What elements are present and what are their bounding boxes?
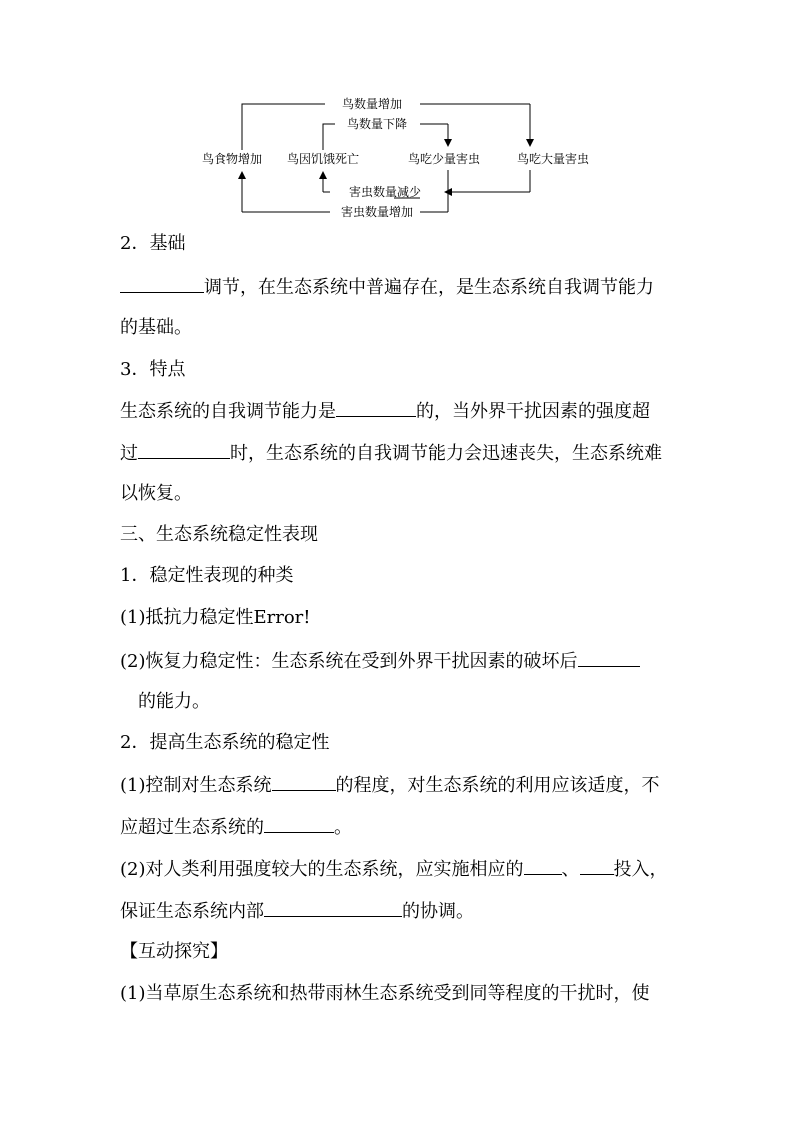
node-bird-eat-few: 鸟吃少量害虫	[407, 152, 481, 166]
top-label: 鸟数量增加	[341, 97, 403, 111]
fill-blank[interactable]	[264, 898, 402, 917]
node-bird-food-increase: 鸟食物增加	[201, 152, 263, 166]
node-bird-eat-many: 鸟吃大量害虫	[516, 152, 590, 166]
part-3-2-heading: 2．提高生态系统的稳定性	[120, 732, 330, 753]
part-3-2-item1: (1)控制对生态系统 的程度，对生态系统的利用应该适度，不	[120, 772, 660, 798]
explore-item1: (1)当草原生态系统和热带雨林生态系统受到同等程度的干扰时，使	[120, 983, 650, 1004]
lower-label: 害虫数量减少	[348, 185, 422, 199]
fill-blank[interactable]	[336, 398, 416, 417]
bottom-label: 害虫数量增加	[340, 205, 414, 219]
section-2-line2: 的基础。	[120, 317, 192, 338]
section-2-line1: 调节，在生态系统中普遍存在，是生态系统自我调节能力	[120, 274, 654, 300]
part-3-2-item2: (2)对人类利用强度较大的生态系统，应实施相应的 、 投入，	[120, 856, 668, 882]
fill-blank[interactable]	[264, 814, 334, 833]
part-3-1-item2-cont: 的能力。	[138, 691, 210, 712]
section-3-heading: 3．特点	[120, 359, 186, 380]
section-2-heading: 2．基础	[120, 233, 186, 254]
upper-label: 鸟数量下降	[346, 117, 408, 131]
part-3-2-item1-cont: 应超过生态系统的 。	[120, 814, 352, 840]
part-3-1-heading: 1．稳定性表现的种类	[120, 565, 294, 586]
part-3-1-item1: (1)抵抗力稳定性Error!	[120, 607, 311, 628]
fill-blank[interactable]	[578, 648, 640, 667]
section-3-line1: 生态系统的自我调节能力是 的，当外界干扰因素的强度超	[120, 398, 650, 424]
arrow-top	[242, 104, 325, 150]
section-3-line2: 过 时，生态系统的自我调节能力会迅速丧失，生态系统难	[120, 440, 662, 466]
explore-heading: 【互动探究】	[120, 941, 228, 962]
fill-blank[interactable]	[138, 440, 230, 459]
section-3-line3: 以恢复。	[120, 483, 192, 504]
fill-blank[interactable]	[580, 856, 614, 875]
feedback-diagram	[0, 0, 794, 230]
node-bird-starve: 鸟因饥饿死亡	[286, 152, 360, 166]
fill-blank[interactable]	[120, 274, 204, 293]
part-3-heading: 三、生态系统稳定性表现	[120, 524, 318, 545]
fill-blank[interactable]	[272, 772, 336, 791]
part-3-1-item2: (2)恢复力稳定性：生态系统在受到外界干扰因素的破坏后	[120, 648, 640, 674]
fill-blank[interactable]	[524, 856, 562, 875]
part-3-2-item2-cont: 保证生态系统内部 的协调。	[120, 898, 474, 924]
